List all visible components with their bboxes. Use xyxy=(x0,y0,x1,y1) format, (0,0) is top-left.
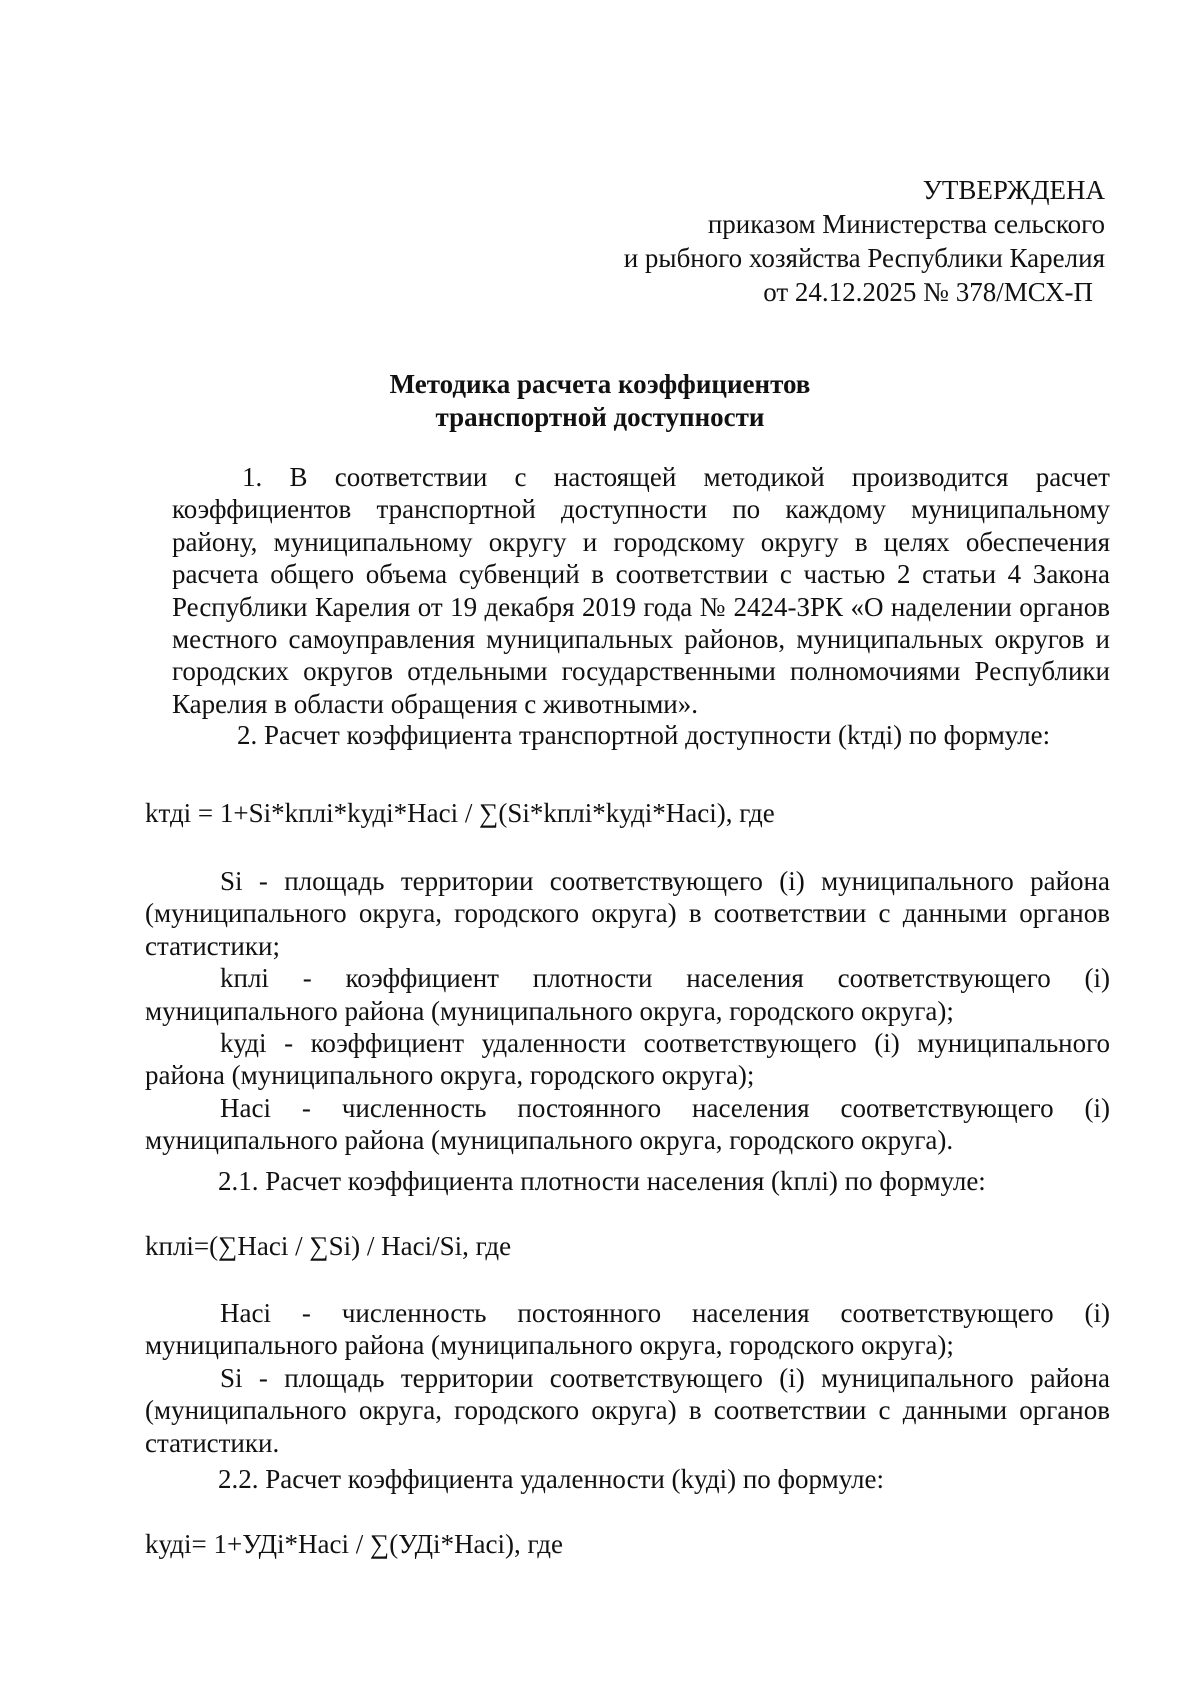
approval-stamp xyxy=(624,173,1105,309)
formula-kpl: kплi=(∑Насi / ∑Si) / Насi/Si, где xyxy=(145,1231,512,1261)
formula-kud: kудi= 1+УДi*Насi / ∑(УДi*Насi), где xyxy=(145,1529,563,1559)
section-2-2-intro: 2.2. Расчет коэффициента удаленности (kудi) по формуле: xyxy=(218,1464,884,1494)
section-1-text: 1. В соответствии с настоящей методикой производится расчет коэффициентов транспортной доступности по каждому муниципальному району, муниципальному округу и городскому округу в целях обеспечения расчета общего объема субвенций в соответствии с частью 2 статьи 4 Закона Республики Карелия от 19 декабря 2019 года № 2424-ЗРК «О наделении органов местного самоуправления муниципальных районов, муниципальных округов и городских округов отдельными государственными полномочиями Республики Карелия в области обращения с животными». xyxy=(172,462,1110,719)
section-2-1-intro: 2.1. Расчет коэффициента плотности населения (kплi) по формуле: xyxy=(218,1166,986,1196)
approval-heading: УТВЕРЖДЕНА xyxy=(922,175,1105,205)
definition-si-2: Si - площадь территории соответствующего (i) муниципального района (муниципального округа, городского округа) в соответствии с данными органов статистики. xyxy=(145,1362,1110,1458)
definition-nas: Насi - численность постоянного населения соответствующего (i) муниципального района (муниципального округа, городского округа). xyxy=(145,1092,1110,1156)
document-title-line-2: транспортной доступности xyxy=(435,402,765,432)
document-title xyxy=(0,368,1200,434)
definition-si: Si - площадь территории соответствующего (i) муниципального района (муниципального округа, городского округа) в соответствии с данными органов статистики; xyxy=(145,866,1110,961)
section-2-intro: 2. Расчет коэффициента транспортной доступности (kтдi) по формуле: xyxy=(237,720,1051,750)
definition-kpl: kплi - коэффициент плотности населения соответствующего (i) муниципального района (муниципального округа, городского округа); xyxy=(145,963,1110,1026)
document-title-line-1: Методика расчета коэффициентов xyxy=(389,369,811,399)
section-1 xyxy=(172,461,1110,720)
definition-kud: kудi - коэффициент удаленности соответствующего (i) муниципального района (муниципального округа, городского округа); xyxy=(145,1028,1110,1091)
formula-ktd-definitions xyxy=(145,865,1110,1157)
formula-kpl-definitions xyxy=(145,1297,1110,1459)
formula-ktd: kтдi = 1+Si*kплi*kудi*Насi / ∑(Si*kплi*kудi*Насi), где xyxy=(145,798,775,828)
approval-date-line: от 24.12.2025 № 378/МСХ-П xyxy=(763,277,1093,307)
definition-nas-2: Насi - численность постоянного населения соответствующего (i) муниципального района (муниципального округа, городского округа); xyxy=(145,1298,1110,1361)
approval-ministry-line: и рыбного хозяйства Республики Карелия xyxy=(623,243,1105,273)
approval-order-line: приказом Министерства сельского xyxy=(707,209,1105,239)
